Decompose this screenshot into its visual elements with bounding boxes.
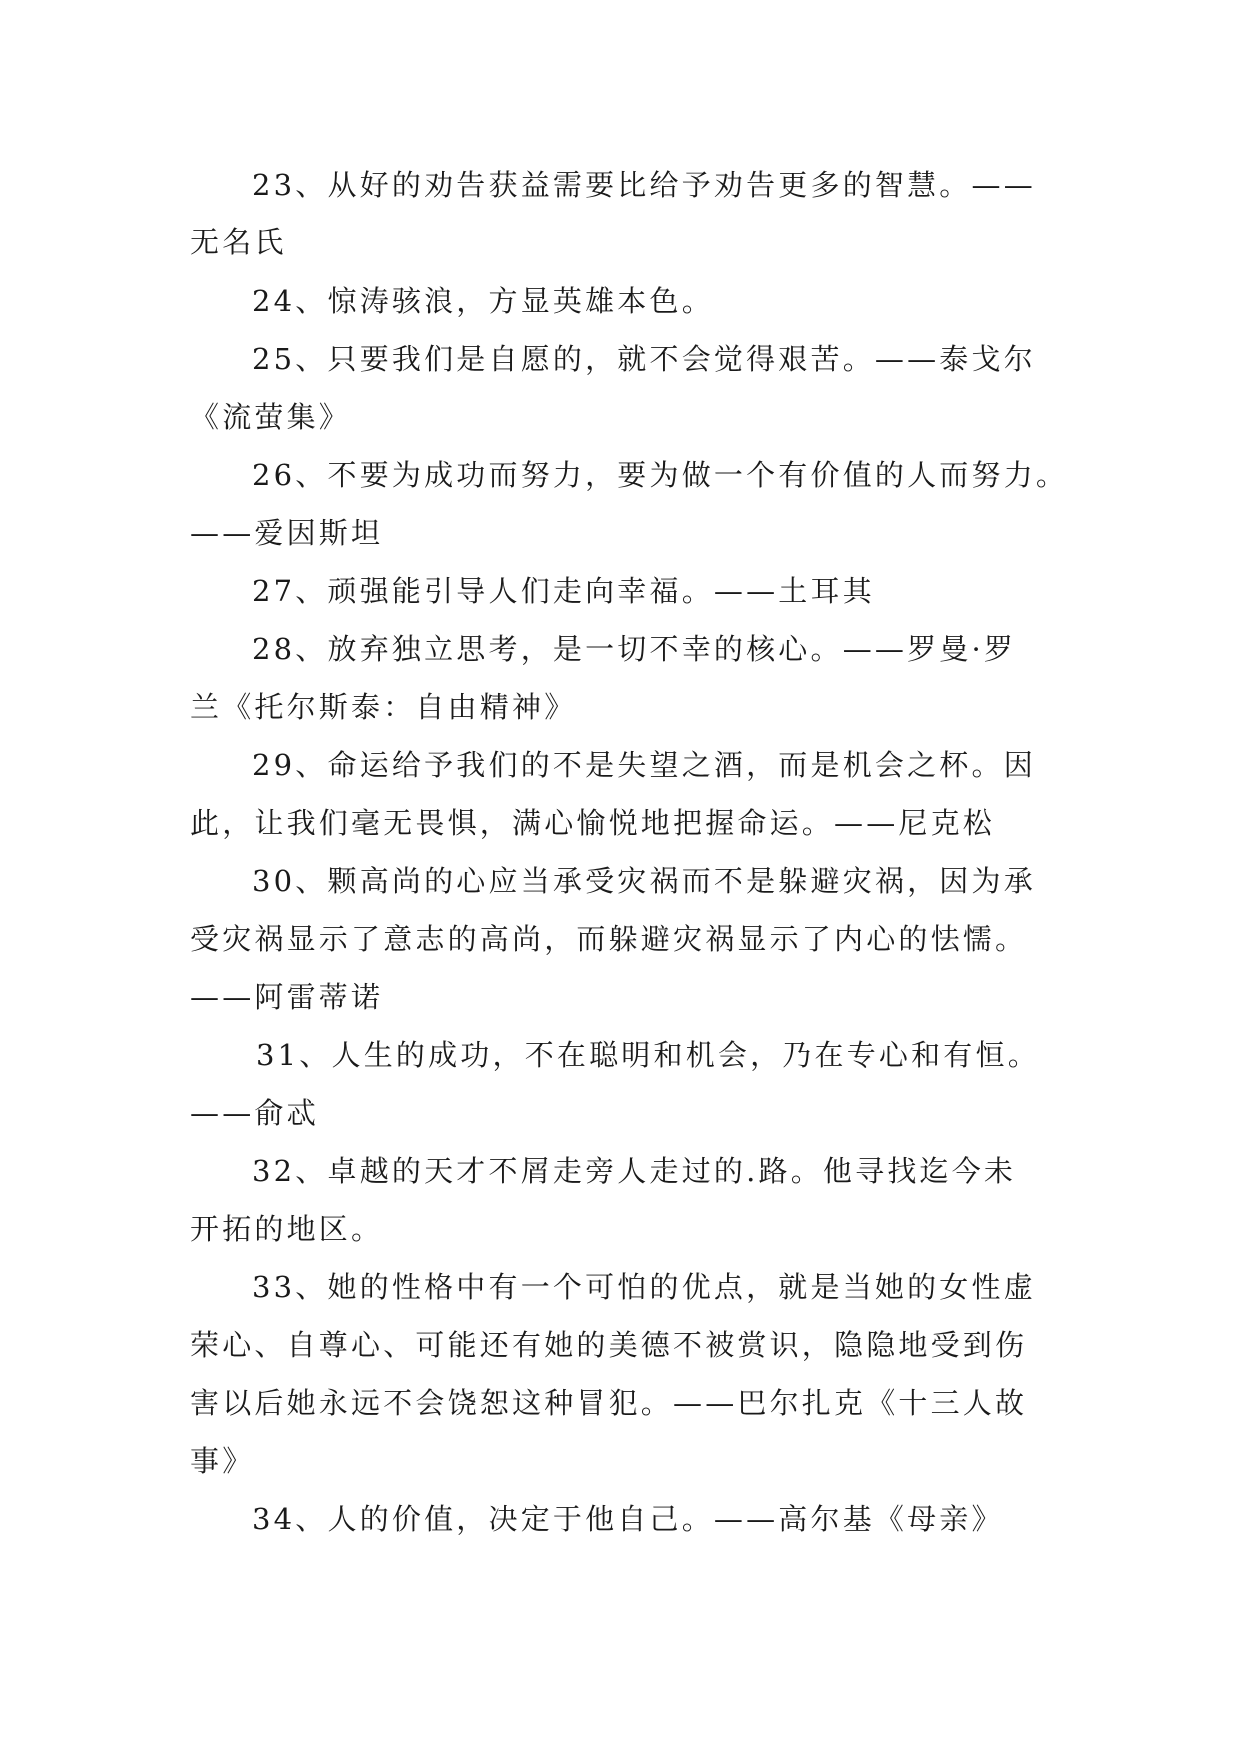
quote-26-line-2: ——爱因斯坦 <box>190 516 384 550</box>
quote-29-line-1: 29、命运给予我们的不是失望之酒，而是机会之杯。因 <box>252 748 1036 782</box>
quote-28-line-1: 28、放弃独立思考，是一切不幸的核心。——罗曼·罗 <box>252 632 1017 666</box>
quote-29-line-2: 此，让我们毫无畏惧，满心愉悦地把握命运。——尼克松 <box>190 806 996 840</box>
quote-26-line-1: 26、不要为成功而努力，要为做一个有价值的人而努力。 <box>252 458 1069 492</box>
quote-30-line-1: 30、颗高尚的心应当承受灾祸而不是躲避灾祸，因为承 <box>252 864 1036 898</box>
quote-25-line-2: 《流萤集》 <box>190 400 352 434</box>
quote-32-line-2: 开拓的地区。 <box>190 1212 384 1246</box>
quote-33-line-3: 害以后她永远不会饶恕这种冒犯。——巴尔扎克《十三人故 <box>190 1386 1028 1420</box>
quote-30-line-3: ——阿雷蒂诺 <box>190 980 384 1014</box>
quote-32-line-1: 32、卓越的天才不屑走旁人走过的.路。他寻找迄今未 <box>252 1154 1017 1188</box>
quote-23-line-1: 23、从好的劝告获益需要比给予劝告更多的智慧。—— <box>252 168 1036 202</box>
quote-28-line-2: 兰《托尔斯泰：自由精神》 <box>190 690 577 724</box>
quote-34-line-1: 34、人的价值，决定于他自己。——高尔基《母亲》 <box>252 1502 1004 1536</box>
quote-33-line-4: 事》 <box>190 1444 255 1478</box>
quote-23-line-2: 无名氏 <box>190 225 287 259</box>
quote-25-line-1: 25、只要我们是自愿的，就不会觉得艰苦。——泰戈尔 <box>252 342 1036 376</box>
quote-31-line-1: 31、人生的成功，不在聪明和机会，乃在专心和有恒。 <box>256 1038 1040 1072</box>
quote-30-line-2: 受灾祸显示了意志的高尚，而躲避灾祸显示了内心的怯懦。 <box>190 922 1028 956</box>
quote-33-line-2: 荣心、自尊心、可能还有她的美德不被赏识，隐隐地受到伤 <box>190 1328 1028 1362</box>
quote-33-line-1: 33、她的性格中有一个可怕的优点，就是当她的女性虚 <box>252 1270 1036 1304</box>
quote-27-line-1: 27、顽强能引导人们走向幸福。——土耳其 <box>252 574 875 608</box>
quote-24-line-1: 24、惊涛骇浪，方显英雄本色。 <box>252 284 714 318</box>
quote-31-line-2: ——俞忒 <box>190 1096 319 1130</box>
